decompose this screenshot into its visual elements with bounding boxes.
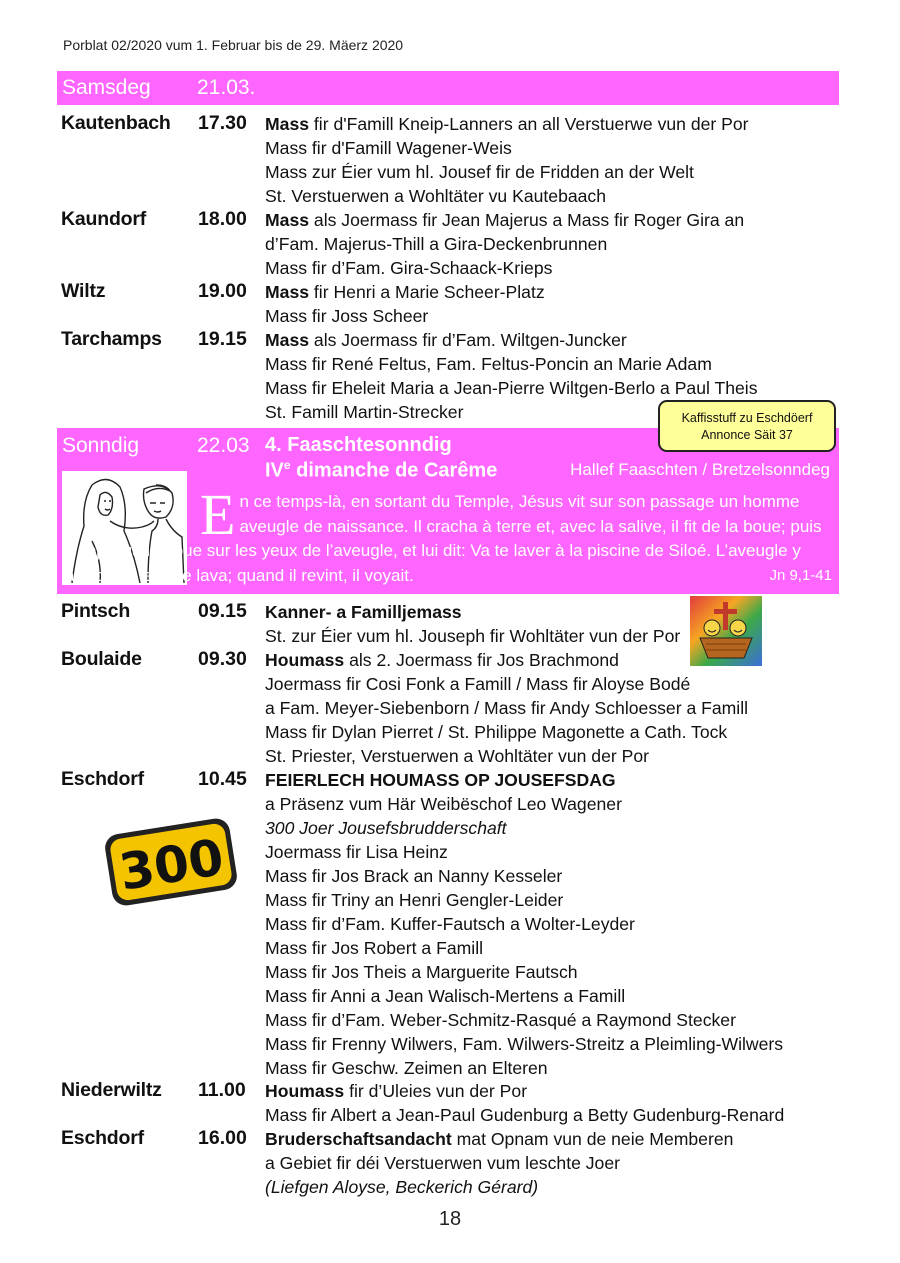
entry-place: Boulaide xyxy=(61,648,142,670)
entry-line: (Liefgen Aloyse, Beckerich Gérard) xyxy=(265,1177,539,1197)
entry-line: 300 Joer Jousefsbrudderschaft xyxy=(265,818,507,838)
entry-line: Mass fir Jos Robert a Famill xyxy=(265,938,484,958)
entry-line: St. Verstuerwen a Wohltäter vu Kautebaach xyxy=(265,186,606,206)
entry-line: Houmass fir d’Uleies vun der Por xyxy=(265,1081,528,1101)
entry-time: 19.15 xyxy=(198,328,247,350)
sunday-block xyxy=(57,428,839,594)
page-number: 18 xyxy=(438,1208,462,1230)
entry-lines xyxy=(265,600,680,648)
entry-lines xyxy=(265,768,783,1080)
entry-place: Wiltz xyxy=(61,280,106,302)
liturgical-subtitle: Hallef Faaschten / Bretzelsonndeg xyxy=(570,460,830,479)
entry-place: Eschdorf xyxy=(61,1127,144,1149)
entry-line: Mass fir d’Fam. Kuffer-Fautsch a Wolter-Leyder xyxy=(265,914,635,934)
day-date: 21.03. xyxy=(197,76,256,99)
entry-line: Joermass fir Cosi Fonk a Famill / Mass fir Aloyse Bodé xyxy=(265,674,691,694)
entry-line: Kanner- a Familljemass xyxy=(265,602,462,622)
entry-place: Niederwiltz xyxy=(61,1079,162,1101)
gospel-reference: Jn 9,1-41 xyxy=(769,566,832,584)
entry-place: Kautenbach xyxy=(61,112,171,134)
callout-line-1: Kaffisstuff zu Eschdöerf xyxy=(681,411,813,425)
entry-time: 10.45 xyxy=(198,768,247,790)
entry-line: Mass fir Jos Brack an Nanny Kesseler xyxy=(265,866,563,886)
entry-line: Mass fir d'Famill Kneip-Lanners an all Verstuerwe vun der Por xyxy=(265,114,749,134)
entry-line: St. Priester, Verstuerwen a Wohltäter vun der Por xyxy=(265,746,649,766)
gospel-text: n ce temps-là, en sortant du Temple, Jésus vit sur son passage un homme aveugle de naissance. Il cracha à terre et, avec la salive, il fit de la boue; puis il appliqua la boue sur les yeux de l’aveugle, et lui dit: Va te laver à la piscine de Siloé. L’aveugle y alla donc, et il se lava; quand il revint, il voyait. xyxy=(65,492,822,585)
entry-line: Mass fir René Feltus, Fam. Feltus-Poncin an Marie Adam xyxy=(265,354,712,374)
entry-line: Mass fir d’Fam. Weber-Schmitz-Rasqué a Raymond Stecker xyxy=(265,1010,736,1030)
entry-time: 09.30 xyxy=(198,648,247,670)
page-header: Porblat 02/2020 vum 1. Februar bis de 29. Mäerz 2020 xyxy=(63,37,404,53)
entry-lines xyxy=(265,208,744,280)
saturday-day-bar xyxy=(57,71,839,105)
callout-line-2: Annonce Säit 37 xyxy=(701,428,793,442)
entry-lines xyxy=(265,1127,733,1199)
entry-line: Mass fir Triny an Henri Gengler-Leider xyxy=(265,890,564,910)
entry-line: Mass fir Eheleit Maria a Jean-Pierre Wiltgen-Berlo a Paul Theis xyxy=(265,378,758,398)
entry-line: Mass fir Anni a Jean Walisch-Mertens a Famill xyxy=(265,986,626,1006)
entry-time: 16.00 xyxy=(198,1127,247,1149)
entry-lines xyxy=(265,112,749,208)
day-date: 22.03 xyxy=(197,434,250,457)
entry-line: Joermass fir Lisa Heinz xyxy=(265,842,448,862)
entry-place: Eschdorf xyxy=(61,768,144,790)
entry-line: a Präsenz vum Här Weibëschof Leo Wagener xyxy=(265,794,622,814)
entry-lines xyxy=(265,1079,784,1127)
liturgical-title-fr: IVe dimanche de Carême xyxy=(265,458,498,482)
sign-300-text: 300 xyxy=(115,828,228,902)
entry-time: 11.00 xyxy=(198,1079,246,1101)
entry-line: Mass zur Éier vum hl. Jousef fir de Fridden an der Welt xyxy=(265,162,694,182)
entry-line: a Fam. Meyer-Siebenborn / Mass fir Andy Schloesser a Famill xyxy=(265,698,749,718)
entry-lines xyxy=(265,648,748,768)
entry-line: Mass fir Albert a Jean-Paul Gudenburg a Betty Gudenburg-Renard xyxy=(265,1105,785,1125)
entry-line: Mass als Joermass fir Jean Majerus a Mass fir Roger Gira an xyxy=(265,210,745,230)
entry-line: Mass fir Jos Theis a Marguerite Fautsch xyxy=(265,962,578,982)
anniversary-300-sign xyxy=(98,810,244,914)
kaffisstuff-callout xyxy=(658,400,836,452)
entry-line: d’Fam. Majerus-Thill a Gira-Deckenbrunnen xyxy=(265,234,608,254)
gospel-quote xyxy=(65,482,832,588)
entry-line: Mass fir Dylan Pierret / St. Philippe Magonette a Cath. Tock xyxy=(265,722,728,742)
day-name: Samsdeg xyxy=(62,76,151,99)
sign-300-graphic xyxy=(98,810,244,914)
entry-line: St. zur Éier vum hl. Jouseph fir Wohltäter vun der Por xyxy=(265,626,681,646)
entry-line: Mass als Joermass fir d’Fam. Wiltgen-Juncker xyxy=(265,330,627,350)
entry-line: Mass fir Frenny Wilwers, Fam. Wilwers-Streitz a Pleimling-Wilwers xyxy=(265,1034,784,1054)
entry-line: St. Famill Martin-Strecker xyxy=(265,402,464,422)
gospel-drop-cap: E xyxy=(200,482,236,547)
liturgical-title: 4. Faaschtesonndig xyxy=(265,434,452,456)
entry-line: FEIERLECH HOUMASS OP JOUSEFSDAG xyxy=(265,770,616,790)
entry-lines xyxy=(265,280,545,328)
entry-place: Pintsch xyxy=(61,600,131,622)
entry-place: Kaundorf xyxy=(61,208,147,230)
entry-line: Mass fir d’Fam. Gira-Schaack-Krieps xyxy=(265,258,553,278)
entry-line: Mass fir Joss Scheer xyxy=(265,306,429,326)
entry-line: a Gebiet fir déi Verstuerwen vum leschte Joer xyxy=(265,1153,620,1173)
entry-time: 09.15 xyxy=(198,600,247,622)
entry-time: 19.00 xyxy=(198,280,247,302)
entry-time: 18.00 xyxy=(198,208,247,230)
entry-time: 17.30 xyxy=(198,112,247,134)
entry-line: Mass fir d'Famill Wagener-Weis xyxy=(265,138,512,158)
day-name: Sonndig xyxy=(62,434,140,457)
entry-place: Tarchamps xyxy=(61,328,162,350)
entry-line: Mass fir Henri a Marie Scheer-Platz xyxy=(265,282,545,302)
entry-line: Bruderschaftsandacht mat Opnam vun de neie Memberen xyxy=(265,1129,734,1149)
entry-line: Mass fir Geschw. Zeimen an Elteren xyxy=(265,1058,548,1078)
entry-line: Houmass als 2. Joermass fir Jos Brachmond xyxy=(265,650,619,670)
